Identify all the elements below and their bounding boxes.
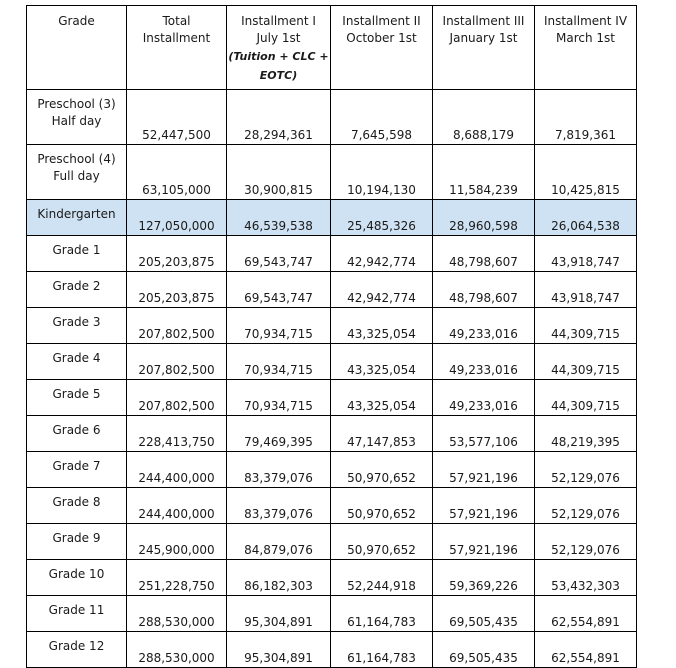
grade-cell bbox=[27, 488, 127, 524]
table-row bbox=[27, 308, 637, 344]
installment-1-cell: 84,879,076 bbox=[227, 524, 331, 560]
header-grade: Grade bbox=[27, 6, 127, 90]
table-row bbox=[27, 560, 637, 596]
table-body bbox=[27, 90, 637, 668]
grade-label: Preschool (3) bbox=[37, 97, 116, 111]
installment-4-cell: 26,064,538 bbox=[535, 200, 637, 236]
grade-cell bbox=[27, 236, 127, 272]
installment-4-cell: 44,309,715 bbox=[535, 380, 637, 416]
table-row bbox=[27, 488, 637, 524]
grade-cell bbox=[27, 524, 127, 560]
installment-1-cell: 69,543,747 bbox=[227, 236, 331, 272]
installment-1-cell: 28,294,361 bbox=[227, 90, 331, 145]
table-header-row bbox=[27, 6, 637, 90]
installment-2-cell: 61,164,783 bbox=[331, 596, 433, 632]
installment-3-cell: 48,798,607 bbox=[433, 236, 535, 272]
installment-1-cell: 30,900,815 bbox=[227, 145, 331, 200]
grade-cell bbox=[27, 560, 127, 596]
installment-table bbox=[26, 5, 637, 668]
grade-cell bbox=[27, 344, 127, 380]
grade-cell bbox=[27, 380, 127, 416]
total-cell: 205,203,875 bbox=[127, 236, 227, 272]
installment-1-cell: 70,934,715 bbox=[227, 380, 331, 416]
grade-cell bbox=[27, 632, 127, 668]
installment-4-cell: 7,819,361 bbox=[535, 90, 637, 145]
grade-cell bbox=[27, 200, 127, 236]
table-row bbox=[27, 524, 637, 560]
grade-label: Preschool (4) bbox=[37, 152, 116, 166]
installment-2-cell: 50,970,652 bbox=[331, 488, 433, 524]
installment-1-cell: 70,934,715 bbox=[227, 344, 331, 380]
installment-4-cell: 44,309,715 bbox=[535, 308, 637, 344]
grade-cell bbox=[27, 452, 127, 488]
header-installment-3: Installment III January 1st bbox=[433, 6, 535, 90]
installment-3-cell: 49,233,016 bbox=[433, 344, 535, 380]
installment-4-cell: 43,918,747 bbox=[535, 272, 637, 308]
installment-1-cell: 95,304,891 bbox=[227, 596, 331, 632]
grade-label: Grade 11 bbox=[48, 603, 105, 617]
installment-2-cell: 43,325,054 bbox=[331, 344, 433, 380]
table-row bbox=[27, 596, 637, 632]
installment-4-cell: 48,219,395 bbox=[535, 416, 637, 452]
table-row bbox=[27, 632, 637, 668]
grade-label: Grade 8 bbox=[52, 495, 101, 509]
grade-label: Kindergarten bbox=[37, 207, 116, 221]
installment-4-cell: 52,129,076 bbox=[535, 452, 637, 488]
grade-label: Grade 12 bbox=[48, 639, 105, 653]
total-cell: 288,530,000 bbox=[127, 632, 227, 668]
installment-4-cell: 52,129,076 bbox=[535, 488, 637, 524]
table-row bbox=[27, 236, 637, 272]
installment-2-cell: 43,325,054 bbox=[331, 380, 433, 416]
table-row bbox=[27, 380, 637, 416]
installment-3-cell: 57,921,196 bbox=[433, 452, 535, 488]
grade-cell bbox=[27, 596, 127, 632]
total-cell: 207,802,500 bbox=[127, 344, 227, 380]
installment-2-cell: 10,194,130 bbox=[331, 145, 433, 200]
grade-label: Grade 5 bbox=[52, 387, 101, 401]
installment-3-cell: 48,798,607 bbox=[433, 272, 535, 308]
table-row bbox=[27, 200, 637, 236]
total-cell: 244,400,000 bbox=[127, 488, 227, 524]
grade-cell bbox=[27, 145, 127, 200]
installment-2-cell: 42,942,774 bbox=[331, 236, 433, 272]
installment-2-cell: 42,942,774 bbox=[331, 272, 433, 308]
total-cell: 207,802,500 bbox=[127, 308, 227, 344]
grade-label: Grade 4 bbox=[52, 351, 101, 365]
total-cell: 127,050,000 bbox=[127, 200, 227, 236]
table-row bbox=[27, 272, 637, 308]
grade-label: Grade 1 bbox=[52, 243, 101, 257]
installment-1-cell: 70,934,715 bbox=[227, 308, 331, 344]
installment-1-cell: 83,379,076 bbox=[227, 452, 331, 488]
total-cell: 207,802,500 bbox=[127, 380, 227, 416]
installment-2-cell: 50,970,652 bbox=[331, 452, 433, 488]
total-cell: 205,203,875 bbox=[127, 272, 227, 308]
installment-2-cell: 43,325,054 bbox=[331, 308, 433, 344]
installment-3-cell: 69,505,435 bbox=[433, 632, 535, 668]
installment-3-cell: 59,369,226 bbox=[433, 560, 535, 596]
grade-cell bbox=[27, 416, 127, 452]
table-row bbox=[27, 90, 637, 145]
installment-2-cell: 47,147,853 bbox=[331, 416, 433, 452]
grade-label: Full day bbox=[53, 169, 100, 183]
grade-cell bbox=[27, 308, 127, 344]
installment-1-cell: 95,304,891 bbox=[227, 632, 331, 668]
header-installment-1: Installment I July 1st (Tuition + CLC + EOTC) bbox=[227, 6, 331, 90]
installment-4-cell: 10,425,815 bbox=[535, 145, 637, 200]
header-installment-4: Installment IV March 1st bbox=[535, 6, 637, 90]
table-row bbox=[27, 145, 637, 200]
installment-1-cell: 79,469,395 bbox=[227, 416, 331, 452]
installment-2-cell: 25,485,326 bbox=[331, 200, 433, 236]
installment-1-cell: 46,539,538 bbox=[227, 200, 331, 236]
grade-cell bbox=[27, 90, 127, 145]
table-row bbox=[27, 344, 637, 380]
installment-2-cell: 61,164,783 bbox=[331, 632, 433, 668]
grade-label: Grade 7 bbox=[52, 459, 101, 473]
grade-label: Grade 10 bbox=[48, 567, 105, 581]
installment-3-cell: 28,960,598 bbox=[433, 200, 535, 236]
total-cell: 288,530,000 bbox=[127, 596, 227, 632]
total-cell: 63,105,000 bbox=[127, 145, 227, 200]
table-row bbox=[27, 416, 637, 452]
installment-2-cell: 7,645,598 bbox=[331, 90, 433, 145]
installment-4-cell: 52,129,076 bbox=[535, 524, 637, 560]
installment-3-cell: 53,577,106 bbox=[433, 416, 535, 452]
grade-cell bbox=[27, 272, 127, 308]
installment-4-cell: 44,309,715 bbox=[535, 344, 637, 380]
grade-label: Grade 6 bbox=[52, 423, 101, 437]
grade-label: Grade 2 bbox=[52, 279, 101, 293]
installment-1-cell: 86,182,303 bbox=[227, 560, 331, 596]
total-cell: 228,413,750 bbox=[127, 416, 227, 452]
installment-2-cell: 52,244,918 bbox=[331, 560, 433, 596]
table-row bbox=[27, 452, 637, 488]
installment-3-cell: 49,233,016 bbox=[433, 308, 535, 344]
installment-1-cell: 69,543,747 bbox=[227, 272, 331, 308]
installment-4-cell: 62,554,891 bbox=[535, 632, 637, 668]
total-cell: 245,900,000 bbox=[127, 524, 227, 560]
installment-3-cell: 57,921,196 bbox=[433, 524, 535, 560]
installment-3-cell: 57,921,196 bbox=[433, 488, 535, 524]
grade-label: Grade 9 bbox=[52, 531, 101, 545]
total-cell: 244,400,000 bbox=[127, 452, 227, 488]
installment-1-cell: 83,379,076 bbox=[227, 488, 331, 524]
installment-3-cell: 49,233,016 bbox=[433, 380, 535, 416]
installment-4-cell: 43,918,747 bbox=[535, 236, 637, 272]
installment-2-cell: 50,970,652 bbox=[331, 524, 433, 560]
installment-3-cell: 8,688,179 bbox=[433, 90, 535, 145]
installment-4-cell: 62,554,891 bbox=[535, 596, 637, 632]
total-cell: 52,447,500 bbox=[127, 90, 227, 145]
installment-3-cell: 69,505,435 bbox=[433, 596, 535, 632]
total-cell: 251,228,750 bbox=[127, 560, 227, 596]
header-total-installment: Total Installment bbox=[127, 6, 227, 90]
installment-3-cell: 11,584,239 bbox=[433, 145, 535, 200]
grade-label: Grade 3 bbox=[52, 315, 101, 329]
grade-label: Half day bbox=[51, 114, 102, 128]
header-installment-2: Installment II October 1st bbox=[331, 6, 433, 90]
installment-4-cell: 53,432,303 bbox=[535, 560, 637, 596]
